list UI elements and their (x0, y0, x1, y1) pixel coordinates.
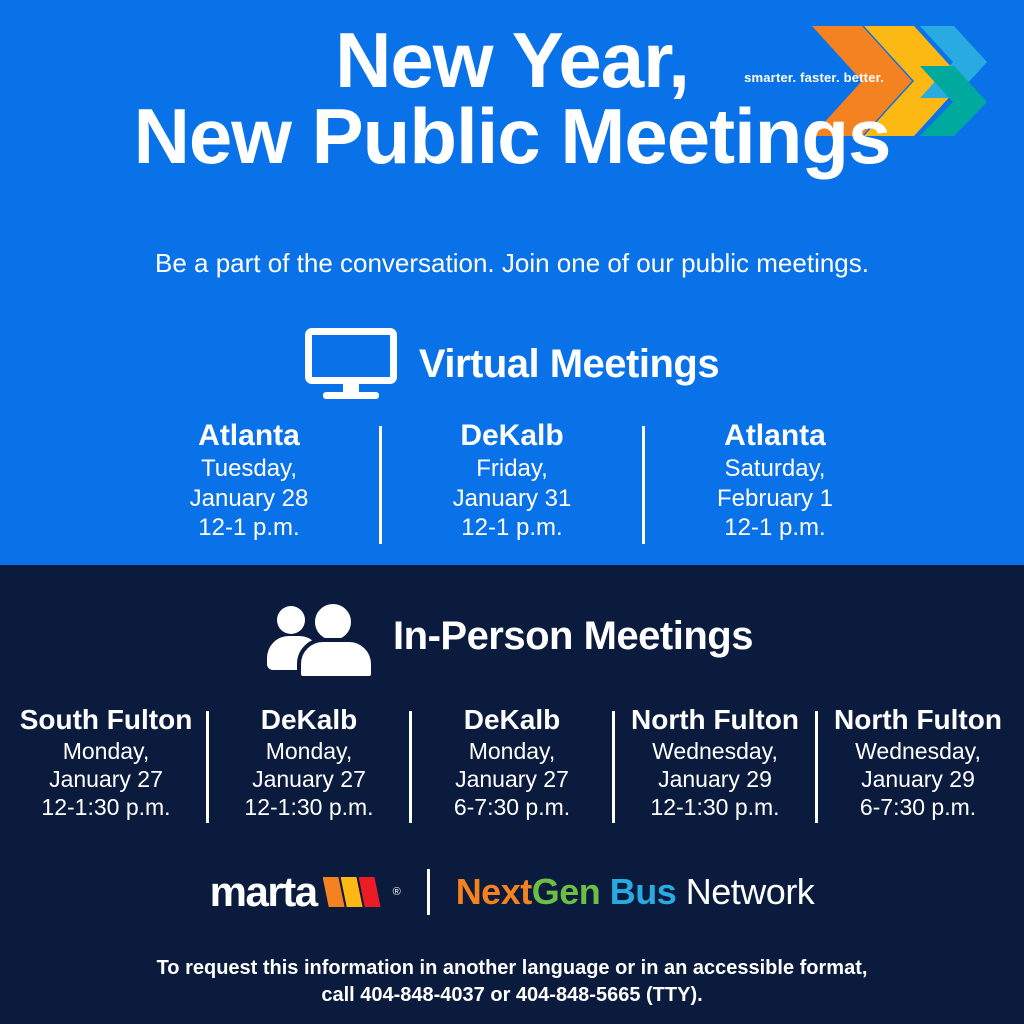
nextgen-next-text: Next (455, 871, 532, 912)
headline-line-1: New Year, (335, 16, 689, 104)
in-person-meetings-title: In-Person Meetings (393, 613, 753, 658)
nextgen-network-text: Network (685, 871, 815, 912)
meeting-time: 6-7:30 p.m. (859, 794, 977, 821)
list-item (818, 705, 1018, 827)
logo-lockup (0, 868, 1024, 916)
meeting-day: Monday, (265, 738, 353, 765)
meeting-city: DeKalb (460, 419, 564, 452)
meeting-time: 12-1:30 p.m. (41, 794, 171, 821)
meeting-time: 12-1:30 p.m. (244, 794, 374, 821)
meeting-city: South Fulton (19, 704, 193, 735)
meeting-date: January 27 (49, 766, 163, 793)
meeting-city: North Fulton (834, 704, 1002, 735)
monitor-icon (305, 328, 397, 400)
accessibility-notice-line-1: To request this information in another language or in an accessible format, (156, 957, 868, 979)
meeting-day: Monday, (468, 738, 556, 765)
people-icon (271, 600, 371, 672)
meeting-time: 12-1 p.m. (724, 513, 826, 541)
meeting-city: DeKalb (463, 704, 561, 735)
lockup-divider (427, 869, 430, 915)
list-item (645, 420, 905, 548)
list-item (6, 705, 206, 827)
virtual-meetings-header (0, 328, 1024, 400)
meeting-date: January 28 (189, 484, 309, 512)
marta-logo (210, 868, 401, 916)
meeting-date: January 27 (252, 766, 366, 793)
meeting-day: Saturday, (724, 455, 826, 483)
meeting-city: DeKalb (260, 704, 358, 735)
brand-tagline: smarter. faster. better. (744, 70, 884, 85)
list-item (209, 705, 409, 827)
marta-wordmark: marta (209, 868, 317, 915)
virtual-meetings-title: Virtual Meetings (418, 341, 720, 386)
list-item (119, 420, 379, 548)
meeting-time: 6-7:30 p.m. (453, 794, 571, 821)
meeting-day: Friday, (476, 455, 548, 483)
meeting-city: Atlanta (198, 419, 300, 452)
meeting-date: January 31 (452, 484, 572, 512)
meeting-date: February 1 (716, 484, 834, 512)
accessibility-notice-line-2: call 404-848-4037 or 404-848-5665 (TTY). (321, 984, 703, 1006)
meeting-city: North Fulton (631, 704, 799, 735)
nextgen-gen-text: Gen (531, 871, 601, 912)
list-item (615, 705, 815, 827)
meeting-day: Monday, (62, 738, 150, 765)
registered-trademark: ® (392, 886, 401, 898)
in-person-meetings-list (0, 705, 1024, 827)
meeting-city: Atlanta (724, 419, 826, 452)
meeting-day: Wednesday, (652, 738, 778, 765)
list-item (412, 705, 612, 827)
subheadline: Be a part of the conversation. Join one of our public meetings. (155, 248, 869, 278)
nextgen-bus-network-logo (456, 871, 815, 913)
list-item (382, 420, 642, 548)
meeting-date: January 27 (455, 766, 569, 793)
virtual-meetings-list (0, 420, 1024, 548)
meeting-day: Tuesday, (200, 455, 298, 483)
page-title (0, 16, 1024, 181)
meeting-date: January 29 (658, 766, 772, 793)
meeting-time: 12-1 p.m. (198, 513, 300, 541)
accessibility-notice (0, 955, 1024, 1009)
meeting-date: January 29 (861, 766, 975, 793)
meeting-day: Wednesday, (855, 738, 981, 765)
meeting-time: 12-1:30 p.m. (650, 794, 780, 821)
nextgen-bus-text: Bus (609, 871, 677, 912)
marta-stripes-icon (323, 877, 387, 907)
meeting-time: 12-1 p.m. (461, 513, 563, 541)
headline-line-2: New Public Meetings (133, 92, 891, 181)
in-person-meetings-header (0, 600, 1024, 672)
